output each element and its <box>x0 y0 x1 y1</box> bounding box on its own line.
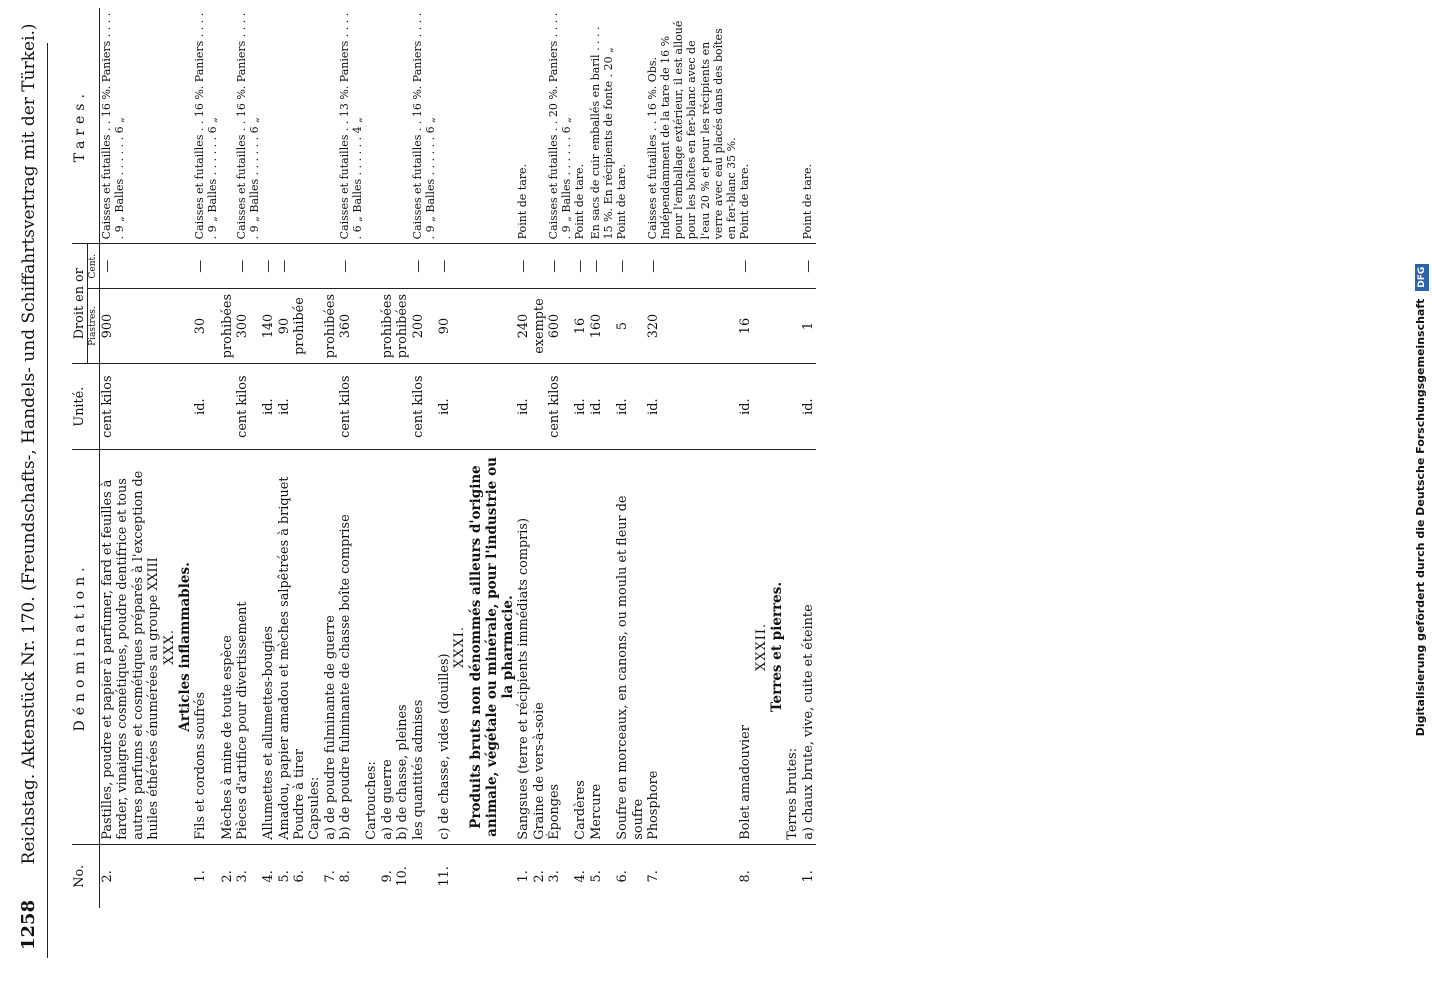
item-duty-piastres: 90 <box>437 289 452 364</box>
item-duty-cent: — <box>235 244 261 289</box>
item-denomination: Graine de vers-à-soie <box>532 450 547 844</box>
item-unit: id. <box>193 364 219 450</box>
section-heading-row <box>452 8 516 908</box>
item-unit <box>785 364 800 450</box>
item-unit: id. <box>516 364 531 450</box>
table-row <box>547 8 573 908</box>
item-denomination: Mèches à mine de toute espèce <box>220 450 235 844</box>
item-duty-cent: — <box>615 244 646 289</box>
item-duty-piastres: 5 <box>615 289 646 364</box>
item-duty-piastres: 600 <box>547 289 573 364</box>
item-duty-piastres: 90 <box>277 289 292 364</box>
item-duty-piastres: 160 <box>589 289 615 364</box>
empty-cell <box>754 364 786 450</box>
table-row <box>615 8 646 908</box>
item-duty-cent: — <box>516 244 531 289</box>
table-row <box>646 8 738 908</box>
item-unit <box>532 364 547 450</box>
item-tare: Point de tare. <box>573 163 587 240</box>
col-header-no: No. <box>72 844 100 908</box>
item-unit: cent kilos <box>338 364 364 450</box>
item-denomination: Pièces d'artifice pour divertissement <box>235 450 261 844</box>
table-row <box>589 8 615 908</box>
item-number: 1. <box>516 844 531 908</box>
item-duty-cent: — <box>261 244 276 289</box>
item-tare: Point de tare. <box>615 163 629 240</box>
item-denomination: Soufre en morceaux, en canons, ou moulu et fleur de soufre <box>615 450 646 844</box>
col-header-cent: Cent. <box>88 244 100 289</box>
item-duty-piastres: 320 <box>646 289 738 364</box>
section-title: Produits bruts non dénommés ailleurs d'origine animale, végétale ou minérale, pour l'industrie ou la pharmacie. <box>467 457 517 837</box>
item-denomination: Poudre à tirer <box>292 450 307 844</box>
item-duty-piastres: 300 <box>235 289 261 364</box>
item-tare <box>292 8 307 244</box>
table-row <box>380 8 395 908</box>
table-row <box>292 8 307 908</box>
table-row <box>532 8 547 908</box>
item-duty-cent: — <box>801 244 816 289</box>
empty-cell <box>452 364 516 450</box>
item-number: 5. <box>277 844 292 908</box>
item-unit: id. <box>801 364 816 450</box>
table-row <box>801 8 816 908</box>
section-number: XXX. <box>161 629 177 665</box>
item-tare <box>220 8 235 244</box>
item-unit: id. <box>277 364 292 450</box>
section-heading <box>452 450 516 844</box>
item-duty-cent <box>220 244 235 289</box>
item-tare <box>380 8 395 244</box>
item-number: 7. <box>323 844 338 908</box>
item-number: 2. <box>532 844 547 908</box>
item-number: 8. <box>738 844 753 908</box>
table-row <box>573 8 588 908</box>
item-tare <box>364 8 379 244</box>
item-denomination: Phosphore <box>646 450 738 844</box>
item-duty-cent: — <box>277 244 292 289</box>
item-denomination: a) de poudre fulminante de guerre <box>323 450 338 844</box>
item-denomination: Cartouches: <box>364 450 379 844</box>
section-number: XXXII. <box>753 622 769 672</box>
item-duty-cent <box>785 244 800 289</box>
item-duty-piastres: prohibées <box>395 289 410 364</box>
page-number: 1258 <box>18 899 39 950</box>
item-duty-piastres <box>307 289 322 364</box>
table-row <box>220 8 235 908</box>
item-tare: Point de tare. <box>738 163 752 240</box>
col-header-unite: Unité. <box>72 364 100 450</box>
table-row <box>516 8 531 908</box>
item-number: 8. <box>338 844 364 908</box>
item-duty-cent <box>307 244 322 289</box>
item-duty-cent <box>292 244 307 289</box>
item-denomination: b) de poudre fulminante de chasse boîte comprise <box>338 450 364 844</box>
item-tare: Caisses et futailles . . 16 %. Obs. Indépendamment de la tare de 16 % pour l'emballage extérieur, il est alloué pour les boîtes en fer-blanc avec de l'eau 20 % et pour les récipients en verre avec eau placés dans des boîtes en fer-blanc 35 %. <box>646 8 738 244</box>
item-duty-cent: — <box>573 244 588 289</box>
item-number <box>411 844 437 908</box>
item-duty-cent <box>395 244 410 289</box>
item-duty-cent: — <box>738 244 753 289</box>
item-number: 1. <box>801 844 816 908</box>
item-duty-cent <box>323 244 338 289</box>
item-number: 5. <box>589 844 615 908</box>
table-row <box>437 8 452 908</box>
section-heading-row <box>754 8 786 908</box>
page-header <box>18 23 39 950</box>
item-duty-cent: — <box>193 244 219 289</box>
item-duty-piastres: 16 <box>738 289 753 364</box>
item-unit: cent kilos <box>547 364 573 450</box>
empty-no-cell <box>452 844 516 908</box>
table-row <box>235 8 261 908</box>
item-unit: id. <box>615 364 646 450</box>
item-unit <box>364 364 379 450</box>
item-unit: cent kilos <box>100 364 162 450</box>
item-tare: Caisses et futailles . . 16 %. Paniers . . . . . 9 „ Balles . . . . . . 6 „ <box>193 8 219 244</box>
empty-cell <box>162 364 194 450</box>
item-tare <box>785 8 800 244</box>
item-denomination: Sangsues (terre et récipients immédiats compris) <box>516 450 531 844</box>
header-rule <box>47 43 48 958</box>
item-number: 2. <box>220 844 235 908</box>
item-unit <box>220 364 235 450</box>
item-number: 9. <box>380 844 395 908</box>
table-row <box>785 8 800 908</box>
item-duty-cent: — <box>411 244 437 289</box>
item-unit: id. <box>646 364 738 450</box>
item-number: 3. <box>547 844 573 908</box>
empty-cell <box>162 244 194 289</box>
empty-cell <box>452 8 516 244</box>
item-duty-piastres: 16 <box>573 289 588 364</box>
item-duty-cent: — <box>338 244 364 289</box>
tariff-table <box>72 8 816 908</box>
item-duty-cent <box>532 244 547 289</box>
item-denomination: Mercure <box>589 450 615 844</box>
section-number: XXXI. <box>452 625 468 668</box>
item-duty-piastres: prohibées <box>220 289 235 364</box>
item-tare: Caisses et futailles . . 16 %. Paniers . . . . . 9 „ Balles . . . . . . 6 „ <box>411 8 437 244</box>
item-duty-cent: — <box>547 244 573 289</box>
item-denomination: Éponges <box>547 450 573 844</box>
item-duty-cent: — <box>646 244 738 289</box>
item-number: 7. <box>646 844 738 908</box>
credit-text: Digitalisierung gefördert durch die Deutsche Forschungsgemeinschaft <box>1414 298 1427 737</box>
table-row <box>277 8 292 908</box>
item-tare <box>323 8 338 244</box>
item-number <box>785 844 800 908</box>
item-duty-piastres: prohibées <box>323 289 338 364</box>
item-tare: Caisses et futailles . . 13 %. Paniers . . . . . 6 „ Balles . . . . . . 4 „ <box>338 8 364 244</box>
item-unit: id. <box>573 364 588 450</box>
col-header-denomination: Dénomination. <box>72 450 100 844</box>
item-number: 1. <box>193 844 219 908</box>
item-unit: id. <box>261 364 276 450</box>
table-row <box>261 8 276 908</box>
item-tare: Point de tare. <box>800 163 814 240</box>
empty-no-cell <box>754 844 786 908</box>
item-number: 4. <box>573 844 588 908</box>
item-denomination: a) chaux brute, vive, cuite et éteinte <box>801 450 816 844</box>
page-title: Reichstag. Aktenstück Nr. 170. (Freundschafts-, Handels- und Schiffahrtsvertrag mit der Türkei.) <box>19 23 39 865</box>
item-tare <box>395 8 410 244</box>
empty-cell <box>754 289 786 364</box>
table-header-row <box>72 8 88 908</box>
item-duty-cent: — <box>100 244 162 289</box>
item-unit: cent kilos <box>235 364 261 450</box>
item-denomination: les quantités admises <box>411 450 437 844</box>
item-duty-cent: — <box>437 244 452 289</box>
item-duty-piastres: 200 <box>411 289 437 364</box>
item-denomination: c) de chasse, vides (douilles) <box>437 450 452 844</box>
item-number: 6. <box>292 844 307 908</box>
table-body <box>100 8 816 908</box>
item-denomination: Fils et cordons soufrés <box>193 450 219 844</box>
item-tare <box>261 8 276 244</box>
empty-cell <box>452 244 516 289</box>
empty-no-cell <box>162 844 194 908</box>
section-title: Terres et pierres. <box>769 581 786 712</box>
col-header-piastres: Piastres. <box>88 289 100 364</box>
item-denomination: b) de chasse, pleines <box>395 450 410 844</box>
dfg-logo: DFG <box>1415 264 1429 291</box>
empty-cell <box>754 244 786 289</box>
item-unit <box>323 364 338 450</box>
col-header-tares: Tares. <box>72 8 100 244</box>
item-unit <box>380 364 395 450</box>
item-number <box>307 844 322 908</box>
item-denomination: Pastilles, poudre et papier à parfumer, fard et feuilles à farder, vinaigres cosmétiques, poudre dentifrice et tous autres parfums et cosmétiques préparés à l'exception de huiles éthérées énumérées au groupe XXIII <box>100 450 162 844</box>
digitization-sidebar <box>1408 0 1432 1000</box>
item-duty-cent: — <box>589 244 615 289</box>
item-number: 6. <box>615 844 646 908</box>
item-duty-cent <box>364 244 379 289</box>
item-tare: Caisses et futailles . . 20 %. Paniers . . . . . 9 „ Balles . . . . . . 6 „ <box>547 8 573 244</box>
table-row <box>364 8 379 908</box>
item-number: 2. <box>100 844 162 908</box>
table-row <box>323 8 338 908</box>
empty-cell <box>162 8 194 244</box>
item-number <box>364 844 379 908</box>
item-unit: id. <box>589 364 615 450</box>
table-row <box>395 8 410 908</box>
item-duty-piastres: prohibée <box>292 289 307 364</box>
item-duty-piastres: exempte <box>532 289 547 364</box>
section-heading-row <box>162 8 194 908</box>
table-row <box>411 8 437 908</box>
item-denomination: Terres brutes: <box>785 450 800 844</box>
item-duty-piastres <box>364 289 379 364</box>
item-number: 11. <box>437 844 452 908</box>
item-duty-piastres: 360 <box>338 289 364 364</box>
section-heading <box>162 450 194 844</box>
item-denomination: Cardères <box>573 450 588 844</box>
table-row <box>338 8 364 908</box>
item-duty-piastres: 140 <box>261 289 276 364</box>
item-denomination: Allumettes et allumettes-bougies <box>261 450 276 844</box>
item-unit: cent kilos <box>411 364 437 450</box>
table-row <box>100 8 162 908</box>
digitization-credit <box>1408 0 1432 1000</box>
item-denomination: Amadou, papier amadou et mèches salpêtrées à briquet <box>277 450 292 844</box>
empty-cell <box>754 8 786 244</box>
table-row <box>307 8 322 908</box>
item-denomination: a) de guerre <box>380 450 395 844</box>
item-denomination: Bolet amadouvier <box>738 450 753 844</box>
item-duty-cent <box>380 244 395 289</box>
item-unit <box>395 364 410 450</box>
empty-cell <box>162 289 194 364</box>
section-title: Articles inflammables. <box>177 562 194 732</box>
item-tare <box>277 8 292 244</box>
item-duty-piastres: 30 <box>193 289 219 364</box>
item-number: 3. <box>235 844 261 908</box>
item-duty-piastres: prohibées <box>380 289 395 364</box>
item-unit: id. <box>738 364 753 450</box>
item-duty-piastres: 240 <box>516 289 531 364</box>
item-duty-piastres <box>785 289 800 364</box>
item-tare: Caisses et futailles . . 16 %. Paniers . . . . . 9 „ Balles . . . . . . 6 „ <box>100 8 162 244</box>
item-unit <box>292 364 307 450</box>
empty-cell <box>452 289 516 364</box>
item-tare <box>437 8 452 244</box>
item-number: 10. <box>395 844 410 908</box>
item-denomination: Capsules: <box>307 450 322 844</box>
col-header-droit: Droit en or <box>72 244 88 364</box>
item-tare <box>532 8 547 244</box>
item-duty-piastres: 1 <box>801 289 816 364</box>
table-row <box>738 8 753 908</box>
item-tare: Point de tare. <box>516 163 530 240</box>
item-tare <box>307 8 322 244</box>
item-duty-piastres: 900 <box>100 289 162 364</box>
section-heading <box>754 450 786 844</box>
item-unit <box>307 364 322 450</box>
item-tare: En sacs de cuir emballés en baril . . . . 15 %. En récipients de fonte . 20 „ <box>588 26 615 240</box>
table-row <box>193 8 219 908</box>
item-unit: id. <box>437 364 452 450</box>
item-tare: Caisses et futailles . . 16 %. Paniers . . . . . 9 „ Balles . . . . . . 6 „ <box>235 8 261 244</box>
item-number: 4. <box>261 844 276 908</box>
